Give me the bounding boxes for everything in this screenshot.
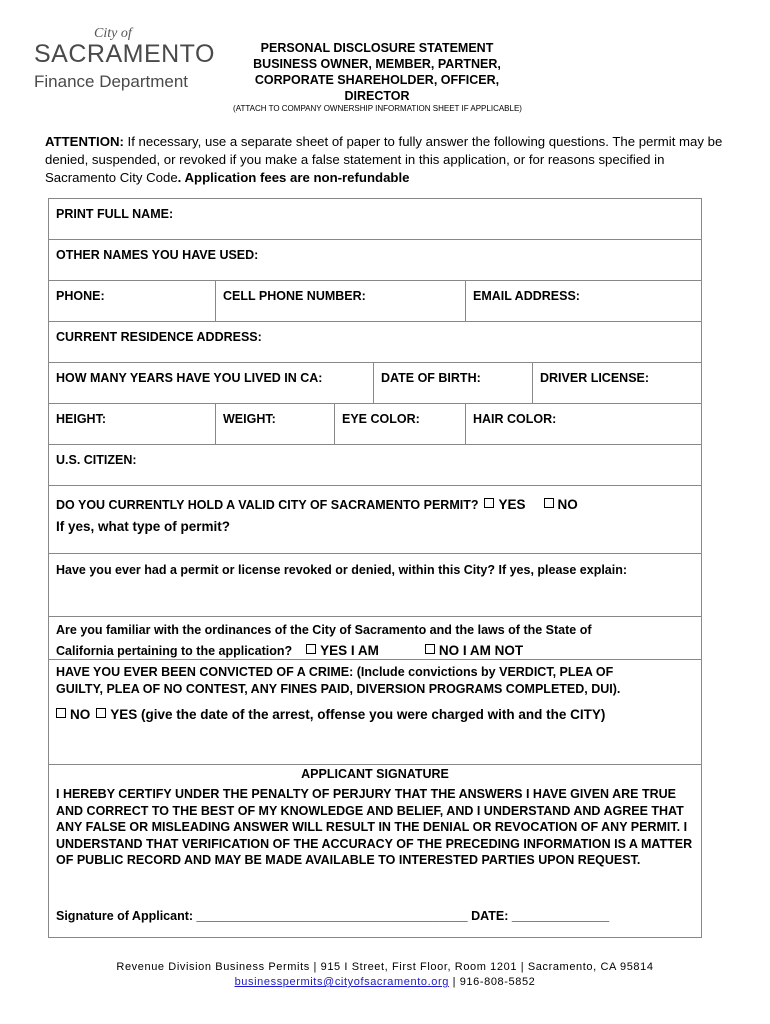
permit-no-checkbox[interactable] — [544, 498, 554, 508]
email-label: EMAIL ADDRESS: — [473, 289, 580, 303]
disclosure-form — [48, 198, 702, 938]
eye-color-label: EYE COLOR: — [342, 412, 420, 426]
revoked-question: Have you ever had a permit or license revoked or denied, within this City? If yes, please explain: — [56, 563, 628, 577]
email-field[interactable] — [466, 281, 701, 321]
cell-phone-field[interactable] — [216, 281, 466, 321]
signature-line[interactable]: Signature of Applicant: _______________________________________ DATE: ______________ — [56, 909, 610, 923]
phone-field[interactable] — [49, 281, 216, 321]
other-names-label: OTHER NAMES YOU HAVE USED: — [56, 248, 259, 262]
weight-label: WEIGHT: — [223, 412, 276, 426]
identity-row — [49, 363, 701, 404]
other-names-row[interactable] — [49, 240, 701, 281]
footer-phone: | 916-808-5852 — [448, 976, 536, 988]
revoked-row[interactable] — [49, 554, 701, 617]
conviction-row — [49, 660, 701, 765]
citizen-row[interactable] — [49, 445, 701, 486]
ordinances-row — [49, 617, 701, 660]
hair-color-field[interactable] — [466, 404, 701, 444]
permit-type-label: If yes, what type of permit? — [56, 519, 231, 534]
title-line-3: CORPORATE SHAREHOLDER, OFFICER, — [254, 73, 500, 87]
title-line-1: PERSONAL DISCLOSURE STATEMENT — [260, 41, 494, 55]
ordinances-yes-label: YES I AM — [320, 643, 379, 658]
footer — [0, 960, 770, 990]
cell-phone-label: CELL PHONE NUMBER: — [223, 289, 366, 303]
date-of-birth-field[interactable] — [374, 363, 533, 403]
height-field[interactable] — [49, 404, 216, 444]
page-title — [212, 40, 542, 104]
title-line-2: BUSINESS OWNER, MEMBER, PARTNER, — [253, 57, 501, 71]
driver-license-label: DRIVER LICENSE: — [540, 371, 650, 385]
weight-field[interactable] — [216, 404, 335, 444]
ordinances-no-label: NO I AM NOT — [438, 643, 524, 658]
signature-header: APPLICANT SIGNATURE — [301, 767, 449, 781]
citizen-label: U.S. CITIZEN: — [56, 453, 137, 467]
physical-row — [49, 404, 701, 445]
conviction-question-line1: HAVE YOU EVER BEEN CONVICTED OF A CRIME: (Include convictions by VERDICT, PLEA OF — [56, 665, 614, 679]
permit-yes-label: YES — [498, 497, 526, 512]
conviction-yes-checkbox[interactable] — [96, 708, 106, 718]
hair-color-label: HAIR COLOR: — [473, 412, 557, 426]
ordinances-question-line1: Are you familiar with the ordinances of the City of Sacramento and the laws of the State of — [56, 623, 592, 637]
attention-fees-note: . Application fees are non-refundable — [177, 170, 410, 185]
conviction-no-checkbox[interactable] — [56, 708, 66, 718]
permit-question — [56, 497, 578, 512]
logo-department: Finance Department — [34, 72, 189, 91]
date-of-birth-label: DATE OF BIRTH: — [381, 371, 481, 385]
attention-label: ATTENTION: — [45, 134, 124, 149]
years-in-ca-label: HOW MANY YEARS HAVE YOU LIVED IN CA: — [56, 371, 323, 385]
conviction-question-line2: GUILTY, PLEA OF NO CONTEST, ANY FINES PAID, DIVERSION PROGRAMS COMPLETED, DUI). — [56, 682, 621, 696]
footer-email-link[interactable]: businesspermits@cityofsacramento.org — [234, 976, 449, 988]
ordinances-yes-checkbox[interactable] — [306, 644, 316, 654]
contact-row — [49, 281, 701, 322]
years-in-ca-field[interactable] — [49, 363, 374, 403]
eye-color-field[interactable] — [335, 404, 466, 444]
footer-address: Revenue Division Business Permits | 915 I Street, First Floor, Room 1201 | Sacramento, CA 95814 — [116, 961, 654, 973]
ordinances-question-line2 — [56, 643, 523, 658]
height-label: HEIGHT: — [56, 412, 106, 426]
phone-label: PHONE: — [56, 289, 105, 303]
footer-contact — [0, 975, 770, 990]
conviction-no-label: NO — [70, 707, 91, 722]
permit-no-label: NO — [557, 497, 578, 512]
logo-city-name: SACRAMENTO — [34, 40, 215, 68]
title-line-4: DIRECTOR — [344, 89, 410, 103]
certification-text: I HEREBY CERTIFY UNDER THE PENALTY OF PERJURY THAT THE ANSWERS I HAVE GIVEN ARE TRUE AND CORRECT TO THE BEST OF MY KNOWLEDGE AND BELIEF, AND I UNDERSTAND AND AGREE THAT ANY FALSE OR MISLEADING ANSWER WILL RESULT IN THE DENIAL OR REVOCATION OF ANY PERMIT. I UNDERSTAND THAT VERIFICATION OF THE ACCURACY OF THE PRECEDING INFORMATION IS A MATTER OF PUBLIC RECORD AND MAY BE MADE AVAILABLE TO INTERESTED PARTIES UPON REQUEST. — [56, 787, 693, 867]
residence-row[interactable] — [49, 322, 701, 363]
full-name-label: PRINT FULL NAME: — [56, 207, 174, 221]
logo-city-of: City of — [94, 26, 132, 41]
conviction-options — [50, 707, 605, 722]
ordinances-question-text: California pertaining to the application? — [56, 644, 293, 658]
driver-license-field[interactable] — [533, 363, 701, 403]
permit-question-text: DO YOU CURRENTLY HOLD A VALID CITY OF SACRAMENTO PERMIT? — [56, 498, 479, 512]
full-name-row[interactable] — [49, 199, 701, 240]
ordinances-no-checkbox[interactable] — [425, 644, 435, 654]
conviction-yes-label: YES (give the date of the arrest, offense you were charged with and the CITY) — [110, 707, 606, 722]
permit-row — [49, 486, 701, 554]
attention-notice — [45, 133, 725, 187]
page-subtitle: (ATTACH TO COMPANY OWNERSHIP INFORMATION SHEET IF APPLICABLE) — [233, 104, 522, 113]
city-logo — [34, 26, 215, 96]
permit-yes-checkbox[interactable] — [484, 498, 494, 508]
attention-text: If necessary, use a separate sheet of paper to fully answer the following questions. The permit may be denied, suspended, or revoked if you make a false statement in this application, or for reasons specified in Sacramento City Code — [45, 134, 723, 185]
signature-section — [49, 765, 701, 937]
residence-label: CURRENT RESIDENCE ADDRESS: — [56, 330, 262, 344]
